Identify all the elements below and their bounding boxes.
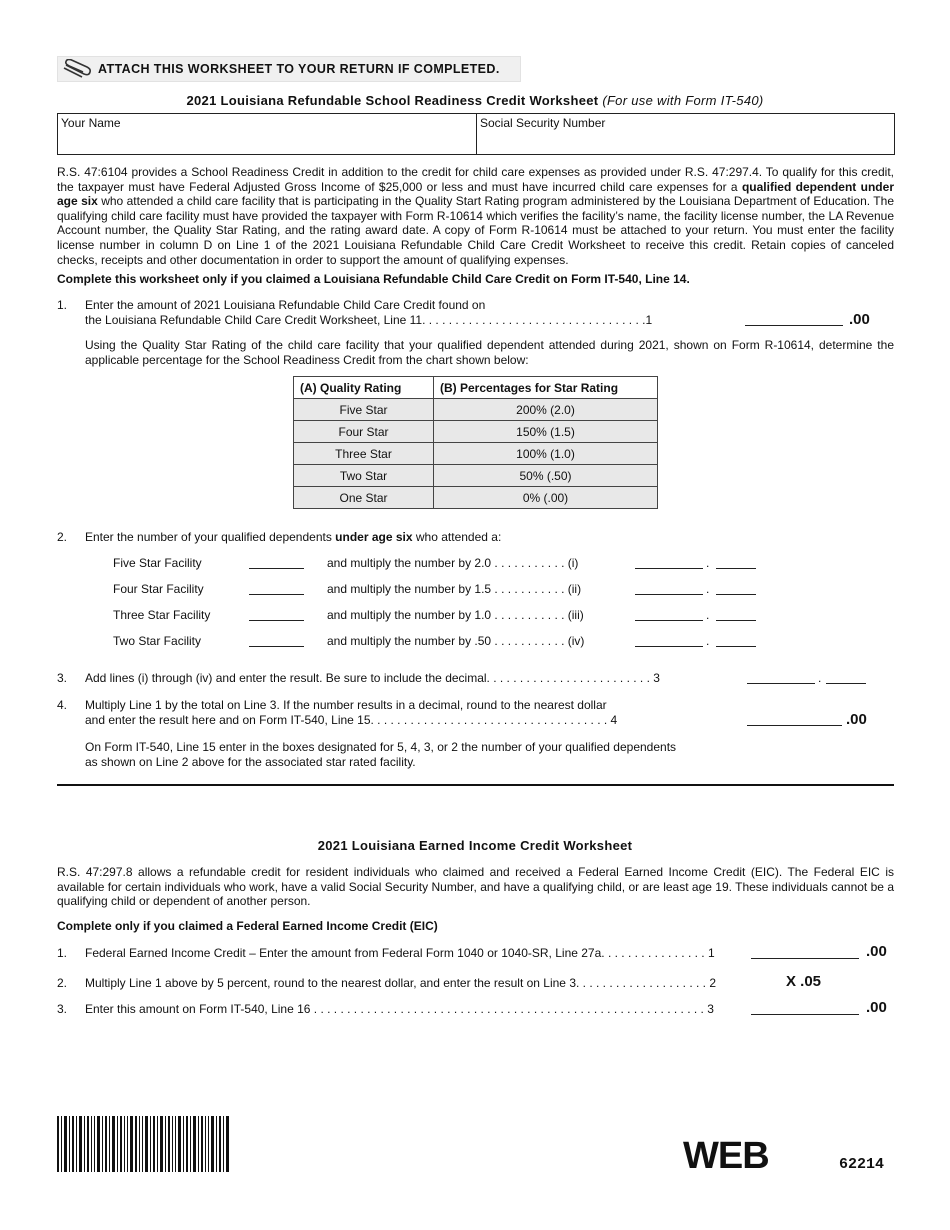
facility-four-star-multiply: and multiply the number by 1.5 . . . . . . . . . . . (ii) — [327, 582, 582, 596]
decimal-point: . — [818, 671, 822, 685]
eic-line1-number: 1. — [57, 946, 68, 960]
decimal-point: . — [706, 556, 710, 570]
eic-line1-cents: .00 — [866, 943, 887, 960]
facility-five-star-count[interactable] — [249, 568, 304, 569]
eic-line3-text: Enter this amount on Form IT-540, Line 16 . . . . . . . . . . . . . . . . . . . . . . . . . . . . . . . . . . . . . . . . . . . . . . . . . . . . . . . . . . . 3 — [85, 1002, 714, 1016]
eic-line3-cents: .00 — [866, 999, 887, 1016]
line-ii-decimal-field[interactable] — [716, 594, 756, 595]
line-i-decimal-field[interactable] — [716, 568, 756, 569]
line2-text-b: under age six — [335, 530, 413, 544]
line-iii-decimal-field[interactable] — [716, 620, 756, 621]
eic-complete-note: Complete only if you claimed a Federal Earned Income Credit (EIC) — [57, 919, 438, 933]
percent-cell: 0% (.00) — [434, 487, 658, 509]
table-header-quality: (A) Quality Rating — [294, 377, 434, 399]
facility-two-star-multiply: and multiply the number by .50 . . . . . . . . . . . (iv) — [327, 634, 585, 648]
line4-text-b: and enter the result here and on Form IT-540, Line 15. . . . . . . . . . . . . . . . . . . . . . . . . . . . . . . . . . . . 4 — [85, 713, 618, 727]
your-name-label: Your Name — [61, 116, 121, 130]
your-name-field[interactable] — [58, 114, 477, 154]
eic-intro: R.S. 47:297.8 allows a refundable credit for resident individuals who claimed and received a Federal Earned Income Credit (EIC). The Federal EIC is available for certain individuals who work, have a valid Social Security Number, and have a qualifying child, or are least age 19. These individuals cannot be a qualifying child or dependent of another person. — [57, 865, 894, 909]
line-ii-whole-field[interactable] — [635, 594, 703, 595]
facility-five-star-label: Five Star Facility — [113, 556, 202, 570]
facility-three-star-multiply: and multiply the number by 1.0 . . . . . . . . . . . (iii) — [327, 608, 584, 622]
star-rating-instructions: Using the Quality Star Rating of the child care facility that your qualified dependent attended during 2021, shown on Form R-10614, determine the applicable percentage for the School Readiness Credit from the chart shown below: — [85, 338, 894, 367]
paperclip-icon — [62, 59, 92, 79]
eic-line3-amount-field[interactable] — [751, 1014, 859, 1015]
percent-cell: 100% (1.0) — [434, 443, 658, 465]
percent-cell: 150% (1.5) — [434, 421, 658, 443]
line2-text-c: who attended a: — [412, 530, 502, 544]
table-row — [294, 465, 658, 487]
title-text: 2021 Louisiana Refundable School Readiness Credit Worksheet — [186, 93, 599, 108]
title-note: (For use with Form IT-540) — [602, 93, 764, 108]
line4-note-a: On Form IT-540, Line 15 enter in the boxes designated for 5, 4, 3, or 2 the number of your qualified dependents — [85, 740, 677, 754]
table-header-percent: (B) Percentages for Star Rating — [434, 377, 658, 399]
intro-part-b: qualified dependent under age six — [57, 179, 894, 209]
table-row — [294, 421, 658, 443]
facility-four-star-count[interactable] — [249, 594, 304, 595]
ssn-label: Social Security Number — [480, 116, 606, 130]
line3-text: Add lines (i) through (iv) and enter the result. Be sure to include the decimal. . . . . . . . . . . . . . . . . . . . . . . . . 3 — [85, 671, 660, 685]
table-row — [294, 487, 658, 509]
rating-cell: Two Star — [294, 465, 434, 487]
line3-number: 3. — [57, 671, 68, 685]
star-rating-table — [293, 376, 658, 509]
eic-line3-number: 3. — [57, 1002, 68, 1016]
decimal-point: . — [706, 582, 710, 596]
rating-cell: Five Star — [294, 399, 434, 421]
line1-text-a: Enter the amount of 2021 Louisiana Refundable Child Care Credit found on — [85, 298, 486, 312]
rating-cell: One Star — [294, 487, 434, 509]
eic-title: 2021 Louisiana Earned Income Credit Worksheet — [317, 838, 633, 853]
name-ssn-box — [57, 113, 895, 155]
facility-five-star-multiply: and multiply the number by 2.0 . . . . . . . . . . . (i) — [327, 556, 579, 570]
line1-number: 1. — [57, 298, 68, 312]
table-row — [294, 399, 658, 421]
decimal-point: . — [706, 634, 710, 648]
line4-text-a: Multiply Line 1 by the total on Line 3. If the number results in a decimal, round to the nearest dollar — [85, 698, 607, 712]
facility-three-star-label: Three Star Facility — [113, 608, 211, 622]
table-row — [294, 443, 658, 465]
school-readiness-title — [0, 93, 950, 108]
section-divider — [57, 784, 894, 786]
rating-cell: Three Star — [294, 443, 434, 465]
facility-three-star-count[interactable] — [249, 620, 304, 621]
eic-multiplier: X .05 — [786, 973, 822, 990]
line-iii-whole-field[interactable] — [635, 620, 703, 621]
eic-line2-number: 2. — [57, 976, 68, 990]
facility-two-star-count[interactable] — [249, 646, 304, 647]
eic-line1-text: Federal Earned Income Credit – Enter the amount from Federal Form 1040 or 1040-SR, Line 27a. . . . . . . . . . . . . . . . 1 — [85, 946, 715, 960]
facility-four-star-label: Four Star Facility — [113, 582, 204, 596]
percent-cell: 50% (.50) — [434, 465, 658, 487]
percent-cell: 200% (2.0) — [434, 399, 658, 421]
decimal-point: . — [706, 608, 710, 622]
intro-part-a: R.S. 47:6104 provides a School Readiness Credit in addition to the credit for child care expenses as provided under R.S. 47:297.4. To qualify for this credit, the taxpayer must have Federal Adjusted Gross Income of $25,000 or less and must have incurred child care expenses for a — [57, 165, 894, 194]
line-i-whole-field[interactable] — [635, 568, 703, 569]
line1-text-b: the Louisiana Refundable Child Care Credit Worksheet, Line 11. . . . . . . . . . . . . . . . . . . . . . . . . . . . . . . . . .1 — [85, 313, 653, 327]
line4-note-b: as shown on Line 2 above for the associated star rated facility. — [85, 755, 416, 769]
line4-amount-field[interactable] — [747, 725, 842, 726]
line2-number: 2. — [57, 530, 68, 544]
ssn-field[interactable] — [477, 114, 893, 154]
line4-number: 4. — [57, 698, 68, 712]
line1-cents: .00 — [849, 311, 870, 328]
school-intro — [57, 165, 894, 267]
line3-whole-field[interactable] — [747, 683, 815, 684]
line-iv-decimal-field[interactable] — [716, 646, 756, 647]
attach-banner — [57, 56, 521, 82]
line-iv-whole-field[interactable] — [635, 646, 703, 647]
intro-part-c: who attended a child care facility that is participating in the Quality Start Rating program administered by the Louisiana Department of Education. The qualifying child care facility must have provided the taxpayer with Form R-10614 which verifies the facility’s name, the facility license number, the LA Revenue Account number, the Quality Star Rating, and the rating award date. A copy of Form R-10614 must be attached to your return. You must enter the facility license number in column D on Line 1 of the 2021 Louisiana Refundable Child Care Credit Worksheet to receive this credit. Retain copies of canceled checks, receipts and other documentation in order to support the amount of qualifying expenses. — [57, 194, 894, 267]
eic-line1-amount-field[interactable] — [751, 958, 859, 959]
line1-amount-field[interactable] — [745, 325, 843, 326]
line2-text — [85, 530, 501, 544]
line3-decimal-field[interactable] — [826, 683, 866, 684]
barcode-image — [57, 1116, 229, 1172]
facility-two-star-label: Two Star Facility — [113, 634, 202, 648]
rating-cell: Four Star — [294, 421, 434, 443]
eic-line2-text: Multiply Line 1 above by 5 percent, round to the nearest dollar, and enter the result on Line 3. . . . . . . . . . . . . . . . . . . . 2 — [85, 976, 717, 990]
form-number: 62214 — [839, 1156, 885, 1173]
school-complete-note: Complete this worksheet only if you claimed a Louisiana Refundable Child Care Credit on Form IT-540, Line 14. — [57, 272, 690, 286]
web-label: WEB — [683, 1135, 769, 1177]
attach-text: ATTACH THIS WORKSHEET TO YOUR RETURN IF COMPLETED. — [98, 62, 500, 76]
line2-text-a: Enter the number of your qualified dependents — [85, 530, 336, 544]
line4-cents: .00 — [846, 711, 867, 728]
